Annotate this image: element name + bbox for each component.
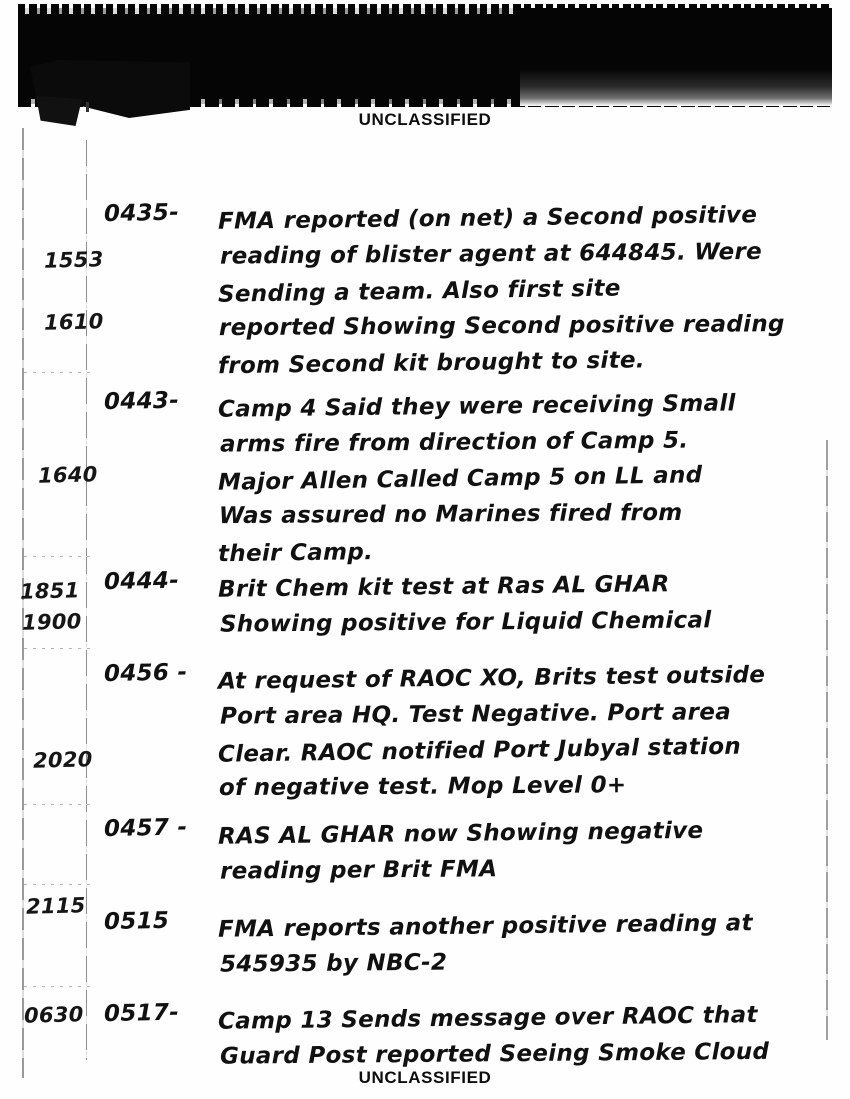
log-entry-line: Guard Post reported Seeing Smoke Cloud	[219, 1038, 770, 1070]
log-entry-line: Camp 13 Sends message over RAOC that	[217, 1002, 758, 1035]
log-entry-line: FMA reported (on net) a Second positive	[217, 202, 758, 235]
margin-time-stamp: 1640	[37, 462, 98, 488]
log-entry	[104, 908, 830, 980]
log-entry-line: Was assured no Marines fired from	[218, 499, 683, 530]
log-entry-body	[218, 660, 830, 804]
log-entry-time: 0443-	[103, 387, 180, 416]
classification-banner-bottom: UNCLASSIFIED	[358, 1068, 492, 1087]
log-entry-body	[218, 908, 830, 980]
page-dotted-rule	[24, 986, 90, 987]
page-dotted-rule	[24, 884, 90, 885]
margin-time-stamp: 1610	[43, 309, 104, 335]
log-entry-time: 0456 -	[103, 659, 188, 688]
log-entry-time: 0517-	[103, 999, 180, 1028]
log-entry-line: Port area HQ. Test Negative. Port area	[219, 699, 732, 730]
log-entry-time: 0515	[103, 907, 170, 936]
page-dotted-rule	[24, 648, 90, 649]
page-column-rule	[86, 140, 87, 1060]
page-dotted-rule	[24, 372, 90, 373]
page-dotted-rule	[24, 556, 90, 557]
log-entry-line: reading of blister agent at 644845. Were	[219, 238, 763, 270]
log-entry-line: Clear. RAOC notified Port Jubyal station	[217, 733, 742, 768]
log-entry-time: 0457 -	[103, 814, 188, 843]
log-entry-time: 0435-	[103, 199, 180, 228]
log-entry	[104, 660, 830, 804]
margin-time-stamp: 1900	[21, 609, 82, 635]
log-entry-line: At request of RAOC XO, Brits test outside	[217, 662, 766, 695]
page-dotted-rule	[24, 804, 90, 805]
margin-time-stamp: 2020	[32, 747, 93, 773]
log-entry-line: 545935 by NBC-2	[219, 949, 448, 978]
log-entry	[104, 815, 830, 887]
margin-time-stamp: 1553	[43, 247, 104, 273]
log-entry-line: Camp 4 Said they were receiving Small	[217, 390, 736, 423]
log-entry-line: reading per Brit FMA	[219, 856, 498, 885]
log-entry-body	[218, 1000, 830, 1072]
log-entry	[104, 568, 830, 640]
log-entry-line: from Second kit brought to site.	[217, 347, 646, 380]
log-entry	[104, 388, 830, 568]
log-entry-body	[218, 815, 830, 887]
log-entry-body	[218, 200, 830, 380]
log-entry-line: Major Allen Called Camp 5 on LL and	[217, 462, 703, 496]
margin-time-stamp: 2115	[25, 893, 86, 919]
log-entry-body	[218, 568, 830, 640]
log-entry-time: 0444-	[103, 567, 180, 596]
log-entry-line: Showing positive for Liquid Chemical	[219, 607, 712, 638]
classification-banner-top: UNCLASSIFIED	[358, 110, 492, 129]
log-entry-line: reported Showing Second positive reading	[218, 311, 785, 342]
log-entry	[104, 200, 830, 380]
log-entry-line: FMA reports another positive reading at	[217, 910, 754, 943]
log-entry-line: Brit Chem kit test at Ras AL GHAR	[217, 571, 670, 603]
redaction-gradient	[520, 8, 832, 106]
margin-time-stamp: 1851	[19, 578, 80, 604]
log-entry-line: their Camp.	[217, 539, 374, 568]
log-entry-line: arms fire from direction of Camp 5.	[219, 427, 689, 458]
log-entry-line: RAS AL GHAR now Showing negative	[217, 817, 704, 850]
margin-time-stamp: 0630	[23, 1002, 84, 1028]
log-entry-body	[218, 388, 830, 568]
log-entry	[104, 1000, 830, 1072]
log-entry-line: of negative test. Mop Level 0+	[218, 772, 627, 802]
log-entry-line: Sending a team. Also first site	[217, 275, 621, 308]
